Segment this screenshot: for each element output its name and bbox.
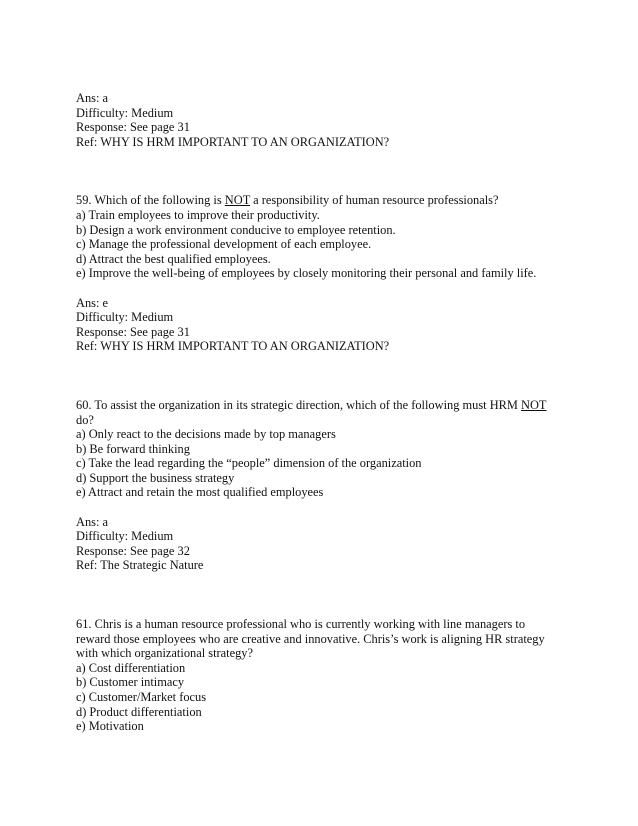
option-b: b) Design a work environment conducive to employee retention.	[76, 222, 396, 237]
spacer	[76, 149, 576, 193]
option-b: b) Customer intimacy	[76, 675, 185, 690]
spacer	[76, 354, 576, 398]
difficulty-line: Difficulty: Medium	[76, 105, 174, 120]
answer-block-58	[76, 91, 576, 149]
answer-block-60	[76, 515, 576, 573]
difficulty-line: Difficulty: Medium	[76, 529, 174, 544]
question-stem	[76, 398, 576, 413]
option-a: a) Train employees to improve their productivity.	[76, 207, 320, 222]
spacer	[76, 281, 576, 296]
question-59	[76, 193, 576, 281]
option-d: d) Support the business strategy	[76, 470, 235, 485]
option-a: a) Cost differentiation	[76, 660, 186, 675]
stem-text: 59. Which of the following is	[76, 193, 225, 208]
option-c: c) Manage the professional development of each employee.	[76, 237, 372, 252]
option-b: b) Be forward thinking	[76, 441, 190, 456]
response-line: Response: See page 31	[76, 324, 190, 339]
question-stem-continued: with which organizational strategy?	[76, 646, 253, 661]
question-stem	[76, 193, 576, 208]
option-c: c) Customer/Market focus	[76, 690, 207, 704]
option-d: d) Product differentiation	[76, 704, 202, 719]
option-e: e) Motivation	[76, 719, 144, 734]
option-e: e) Attract and retain the most qualified employees	[76, 485, 324, 500]
option-d: d) Attract the best qualified employees.	[76, 251, 271, 266]
stem-text: a responsibility of human resource professionals?	[250, 193, 499, 208]
option-c: c) Take the lead regarding the “people” dimension of the organization	[76, 456, 422, 471]
option-e: e) Improve the well-being of employees by closely monitoring their personal and family life.	[76, 266, 537, 281]
answer-line: Ans: a	[76, 514, 109, 529]
question-stem-continued: do?	[76, 412, 94, 427]
option-a: a) Only react to the decisions made by top managers	[76, 427, 336, 442]
question-60	[76, 398, 576, 500]
response-line: Response: See page 31	[76, 120, 190, 135]
document-page	[76, 91, 576, 734]
answer-block-59	[76, 296, 576, 354]
response-line: Response: See page 32	[76, 543, 190, 558]
reference-line: Ref: The Strategic Nature	[76, 558, 204, 573]
difficulty-line: Difficulty: Medium	[76, 310, 174, 325]
spacer	[76, 573, 576, 617]
question-stem: 61. Chris is a human resource professional who is currently working with line managers to	[76, 617, 526, 632]
question-61	[76, 617, 576, 734]
answer-line: Ans: a	[76, 91, 109, 105]
answer-line: Ans: e	[76, 295, 109, 310]
reference-line: Ref: WHY IS HRM IMPORTANT TO AN ORGANIZATION?	[76, 339, 390, 354]
question-stem-continued: reward those employees who are creative and innovative. Chris’s work is aligning HR strategy	[76, 631, 545, 646]
spacer	[76, 500, 576, 515]
stem-emphasis: NOT	[224, 193, 251, 208]
reference-line: Ref: WHY IS HRM IMPORTANT TO AN ORGANIZATION?	[76, 134, 390, 149]
stem-text: 60. To assist the organization in its strategic direction, which of the following must HRM	[76, 397, 522, 412]
stem-emphasis: NOT	[521, 397, 547, 412]
